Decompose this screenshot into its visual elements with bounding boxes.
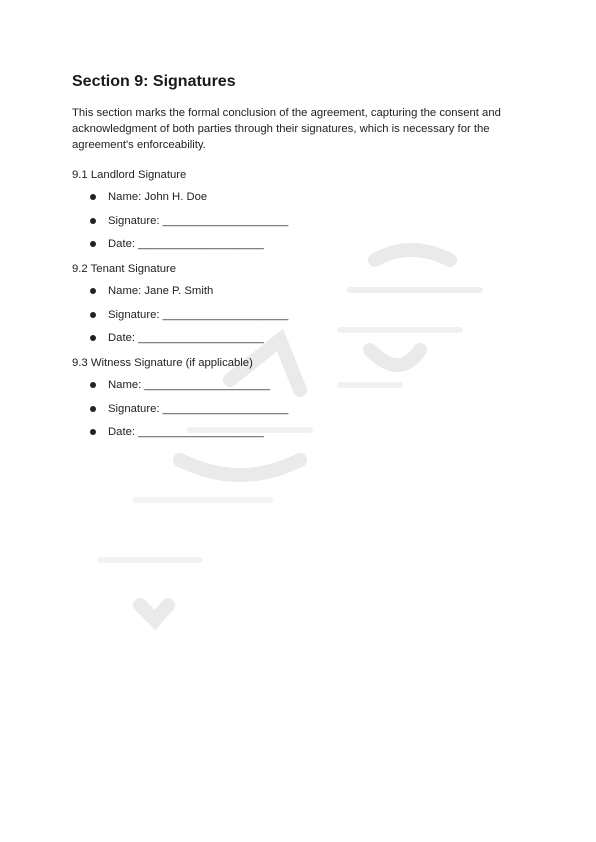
signature-list [72, 283, 532, 346]
bullet-icon [90, 241, 96, 247]
bullet-icon [90, 382, 96, 388]
subsection-landlord [72, 167, 532, 252]
list-item-text: Signature: ____________________ [108, 308, 289, 321]
bullet-icon [90, 429, 96, 435]
list-item-text: Date: ____________________ [108, 238, 264, 250]
list-item-text: Date: ____________________ [108, 426, 264, 438]
list-item [90, 377, 532, 393]
list-item-text: Date: ____________________ [108, 332, 264, 344]
signature-list [72, 189, 532, 252]
subsection-tenant [72, 261, 532, 346]
list-item [90, 401, 532, 417]
subsection-heading: 9.1 Landlord Signature [72, 169, 187, 181]
list-item [90, 424, 532, 440]
subsection-heading: 9.3 Witness Signature (if applicable) [72, 357, 253, 369]
section-title: Section 9: Signatures [72, 73, 236, 90]
list-item-text: Signature: ____________________ [108, 402, 289, 415]
bullet-icon [90, 312, 96, 318]
bullet-icon [90, 335, 96, 341]
list-item [90, 213, 532, 229]
subsection-heading: 9.2 Tenant Signature [72, 263, 177, 275]
bullet-icon [90, 406, 96, 412]
list-item-text: Signature: ____________________ [108, 214, 289, 227]
list-item-text: Name: John H. Doe [108, 191, 208, 203]
signature-list [72, 377, 532, 440]
list-item [90, 330, 532, 346]
document-content [72, 71, 532, 449]
bullet-icon [90, 218, 96, 224]
list-item-text: Name: Jane P. Smith [108, 285, 214, 297]
list-item [90, 307, 532, 323]
subsection-witness [72, 355, 532, 440]
bullet-icon [90, 288, 96, 294]
list-item [90, 283, 532, 299]
list-item-text: Name: ____________________ [108, 379, 271, 391]
list-item [90, 236, 532, 252]
list-item [90, 189, 532, 205]
bullet-icon [90, 194, 96, 200]
section-intro: This section marks the formal conclusion of the agreement, capturing the consent and acknowledgment of both parties through their signatures, which is necessary for the agreement's enforceability. [72, 107, 501, 151]
